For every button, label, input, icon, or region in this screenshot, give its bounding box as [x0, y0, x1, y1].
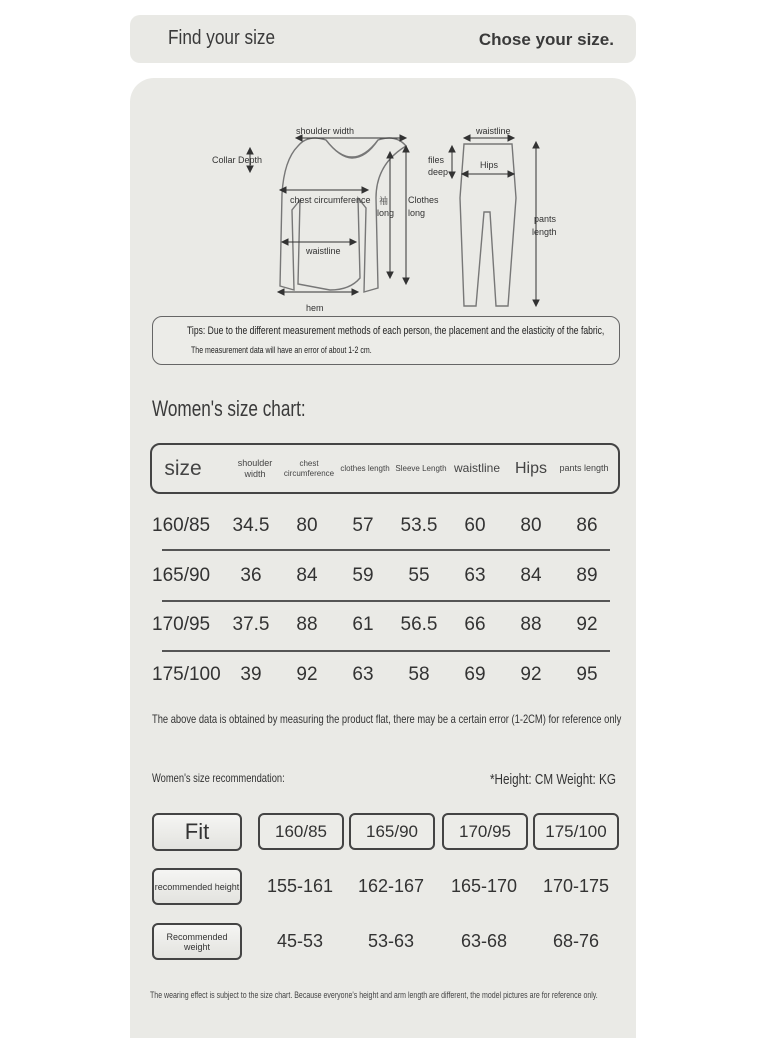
table-row	[152, 614, 612, 644]
cell-size: 165/90	[152, 565, 211, 586]
weight-value: 53-63	[367, 931, 415, 951]
height-value: 162-167	[357, 876, 425, 896]
cell-sleeve-length: 53.5	[400, 515, 438, 536]
cell-shoulder: 34.5	[232, 515, 270, 536]
row-divider	[162, 549, 610, 551]
label-hem: hem	[306, 303, 324, 313]
height-value: 155-161	[266, 876, 334, 896]
header-pants-length: pants length	[559, 463, 609, 474]
cell-pants-length: 92	[576, 614, 598, 635]
label-pants-waistline: waistline	[476, 126, 511, 136]
cell-shoulder: 36	[240, 565, 262, 586]
header-chest-line1: chest	[299, 458, 319, 468]
cell-waistline: 66	[464, 614, 486, 635]
size-option[interactable]: 170/95	[442, 813, 528, 850]
label-sleeve-long: long	[377, 208, 395, 218]
label-pants: pants	[534, 214, 557, 224]
fit-label	[152, 813, 242, 851]
header-hips: Hips	[514, 459, 547, 477]
row-divider	[162, 600, 610, 602]
weight-value: 63-68	[460, 931, 508, 951]
height-value: 165-170	[450, 876, 518, 896]
header-clothes-length: clothes length	[340, 463, 390, 473]
cell-sleeve-length: 58	[408, 664, 430, 685]
cell-shoulder: 39	[240, 664, 262, 685]
header-waistline: waistline	[453, 461, 501, 476]
cell-hips: 88	[520, 614, 542, 635]
height-label	[152, 868, 242, 905]
table-row	[152, 664, 612, 694]
size-chart-title: Women's size chart:	[152, 396, 306, 421]
cell-chest: 84	[296, 565, 318, 586]
header-shoulder-width	[224, 445, 286, 492]
cell-sleeve-length: 56.5	[400, 614, 438, 635]
weight-value: 68-76	[552, 931, 600, 951]
cell-pants-length: 89	[576, 565, 598, 586]
cell-shoulder: 37.5	[232, 614, 270, 635]
label-length: length	[532, 227, 557, 237]
cell-size: 160/85	[152, 515, 211, 536]
label-shoulder-width: shoulder width	[296, 126, 355, 136]
label-hips: Hips	[480, 160, 499, 170]
label-collar-depth: Collar Depth	[212, 155, 263, 165]
weight-value: 45-53	[276, 931, 324, 951]
label-waistline: waistline	[306, 246, 341, 256]
tips-line-1: Tips: Due to the different measurement methods of each person, the placement and the elasticity of the fabric,	[187, 325, 605, 337]
label-sleeve-cn: 袖	[379, 196, 389, 206]
label-clothes-long: long	[408, 208, 426, 218]
garment-measurement-diagram	[130, 78, 636, 318]
cell-clothes-length: 57	[352, 515, 374, 536]
cell-pants-length: 95	[576, 664, 598, 685]
size-option[interactable]: 165/90	[349, 813, 435, 850]
header-chest-line2: circumference	[283, 468, 335, 478]
size-option[interactable]: 175/100	[533, 813, 619, 850]
cell-clothes-length: 63	[352, 664, 374, 685]
recommendation-units: *Height: CM Weight: KG	[490, 771, 616, 788]
footer-note: The wearing effect is subject to the size chart. Because everyone's height and arm length are different, the model pictures are for reference only.	[150, 990, 598, 1000]
table-row	[152, 515, 612, 545]
cell-size: 175/100	[152, 664, 221, 685]
header-subtitle: Chose your size.	[478, 30, 614, 49]
cell-size: 170/95	[152, 614, 211, 635]
size-guide-card	[130, 78, 636, 1038]
label-files: files	[428, 155, 445, 165]
cell-waistline: 63	[464, 565, 486, 586]
header-title: Find your size	[168, 27, 276, 49]
weight-label-line1: Recommended	[166, 931, 228, 942]
cell-sleeve-length: 55	[408, 565, 430, 586]
cell-chest: 80	[296, 515, 318, 536]
size-table-header	[150, 443, 620, 494]
label-clothes: Clothes	[408, 195, 439, 205]
cell-hips: 84	[520, 565, 542, 586]
weight-label-line2: weight	[183, 941, 210, 952]
cell-pants-length: 86	[576, 515, 598, 536]
size-chart-note: The above data is obtained by measuring the product flat, there may be a certain error (1-2CM) for reference only	[152, 712, 622, 726]
size-option[interactable]: 160/85	[258, 813, 344, 850]
height-value: 170-175	[542, 876, 610, 896]
cell-waistline: 60	[464, 515, 486, 536]
header-shoulder-width-line2: width	[244, 468, 266, 479]
cell-hips: 80	[520, 515, 542, 536]
header-size: size	[164, 456, 202, 480]
label-deep: deep	[428, 167, 449, 177]
row-divider	[162, 650, 610, 652]
cell-clothes-length: 59	[352, 565, 374, 586]
cell-chest: 92	[296, 664, 318, 685]
height-label-text: recommended height	[154, 881, 240, 892]
cell-clothes-length: 61	[352, 614, 374, 635]
fit-label-text: Fit	[184, 819, 210, 844]
tips-box	[152, 316, 620, 365]
cell-hips: 92	[520, 664, 542, 685]
table-row	[152, 565, 612, 595]
cell-waistline: 69	[464, 664, 486, 685]
cell-chest: 88	[296, 614, 318, 635]
header-shoulder-width-line1: shoulder	[237, 457, 273, 468]
recommendation-title: Women's size recommendation:	[152, 771, 285, 785]
label-chest-circumference: chest circumference	[290, 195, 371, 205]
header-bar	[130, 15, 636, 63]
header-chest-circumference	[278, 445, 340, 492]
tips-line-2: The measurement data will have an error of about 1-2 cm.	[191, 345, 372, 355]
header-sleeve-length: Sleeve Length	[395, 463, 447, 473]
weight-label	[152, 923, 242, 960]
